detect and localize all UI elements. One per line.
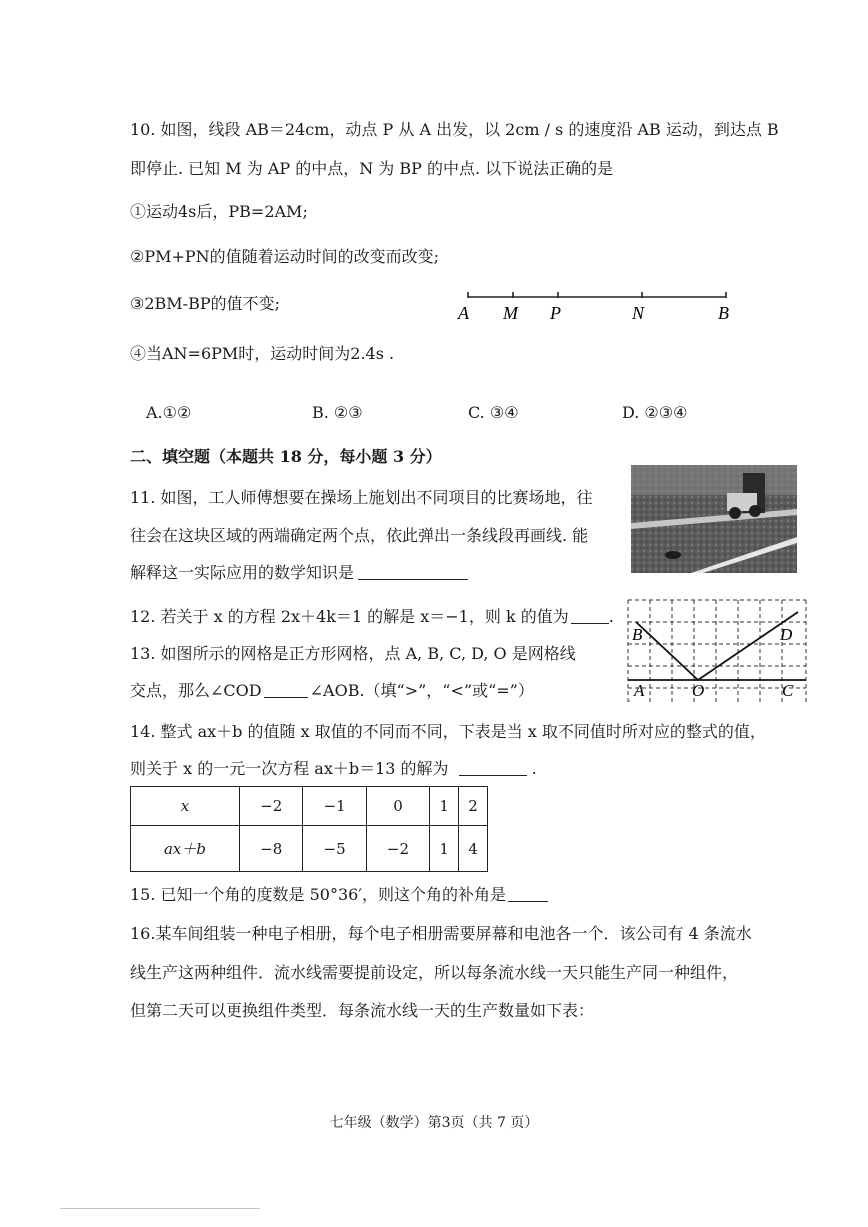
label-M: M xyxy=(503,303,518,323)
label-P: P xyxy=(550,303,561,323)
label-N: N xyxy=(632,303,645,323)
table-cell: ax＋b xyxy=(131,826,240,872)
table-cell: 2 xyxy=(459,787,488,826)
q10-statement-1: ①运动4s后，PB=2AM; xyxy=(130,202,308,221)
table-cell: x xyxy=(131,787,240,826)
option-c: C. ③④ xyxy=(468,403,519,422)
values-table xyxy=(130,786,488,872)
q10-line1: 10. 如图，线段 AB＝24cm，动点 P 从 A 出发，以 2cm / s 的速度沿 AB 运动，到达点 B xyxy=(130,120,779,139)
grid-label-B: B xyxy=(632,625,643,644)
q10-statement-2: ②PM+PN的值随着运动时间的改变而改变; xyxy=(130,247,440,266)
table-cell: −5 xyxy=(303,826,366,872)
q11-line2: 往会在这块区域的两端确定两个点，依此弹出一条线段再画线. 能 xyxy=(130,526,589,545)
grid-label-A: A xyxy=(634,681,645,700)
q16-line3: 但第二天可以更换组件类型．每条流水线一天的生产数量如下表： xyxy=(130,1001,595,1020)
grid-label-C: C xyxy=(782,681,794,700)
table-cell: −2 xyxy=(240,787,303,826)
table-row xyxy=(131,826,488,872)
q10-statement-4: ④当AN=6PM时，运动时间为2.4s . xyxy=(130,344,395,363)
q16-line2: 线生产这两种组件．流水线需要提前设定，所以每条流水线一天只能生产同一种组件， xyxy=(130,963,739,982)
label-A: A xyxy=(458,303,469,323)
option-a: A.①② xyxy=(146,403,192,422)
q13-line1: 13. 如图所示的网格是正方形网格，点 A, B, C, D, O 是网格线 xyxy=(130,644,576,663)
option-d: D. ②③④ xyxy=(622,403,688,422)
option-b: B. ②③ xyxy=(312,403,363,422)
field-photo xyxy=(631,465,797,573)
q14-line1: 14. 整式 ax＋b 的值随 x 取值的不同而不同，下表是当 x 取不同值时所对应的整式的值， xyxy=(130,722,766,741)
table-cell: 0 xyxy=(366,787,429,826)
table-cell: 1 xyxy=(430,787,459,826)
table-cell: 4 xyxy=(459,826,488,872)
q11-line1: 11. 如图，工人师傅想要在操场上施划出不同项目的比赛场地，往 xyxy=(130,488,593,507)
q13-line2: 交点，那么∠COD ∠AOB.（填“>”，“<”或“=”） xyxy=(130,681,534,700)
segment-figure xyxy=(450,285,740,330)
table-cell: −2 xyxy=(366,826,429,872)
table-cell: 1 xyxy=(430,826,459,872)
q10-statement-3: ③2BM-BP的值不变; xyxy=(130,294,280,313)
q12-text: 12. 若关于 x 的方程 2x＋4k＝1 的解是 x＝−1，则 k 的值为 . xyxy=(130,607,614,626)
grid-figure xyxy=(620,598,816,708)
q11-line3: 解释这一实际应用的数学知识是 xyxy=(130,561,468,585)
page-footer: 七年级（数学）第3页（共 7 页） xyxy=(329,1115,539,1131)
grid-label-D: D xyxy=(780,625,793,644)
q10-line2: 即停止. 已知 M 为 AP 的中点，N 为 BP 的中点. 以下说法正确的是 xyxy=(130,159,614,178)
q14-line2: 则关于 x 的一元一次方程 ax＋b＝13 的解为 . xyxy=(130,759,537,778)
table-row xyxy=(131,787,488,826)
q15-text: 15. 已知一个角的度数是 50°36′，则这个角的补角是 xyxy=(130,883,548,907)
q16-line1: 16.某车间组装一种电子相册，每个电子相册需要屏幕和电池各一个．该公司有 4 条流水 xyxy=(130,924,752,943)
label-B: B xyxy=(718,303,729,323)
table-cell: −8 xyxy=(240,826,303,872)
table-cell: −1 xyxy=(303,787,366,826)
grid-label-O: O xyxy=(692,681,705,700)
scan-dust xyxy=(628,700,630,702)
section-heading: 二、填空题（本题共 18 分，每小题 3 分） xyxy=(130,447,442,466)
scan-edge-line xyxy=(60,1208,260,1209)
